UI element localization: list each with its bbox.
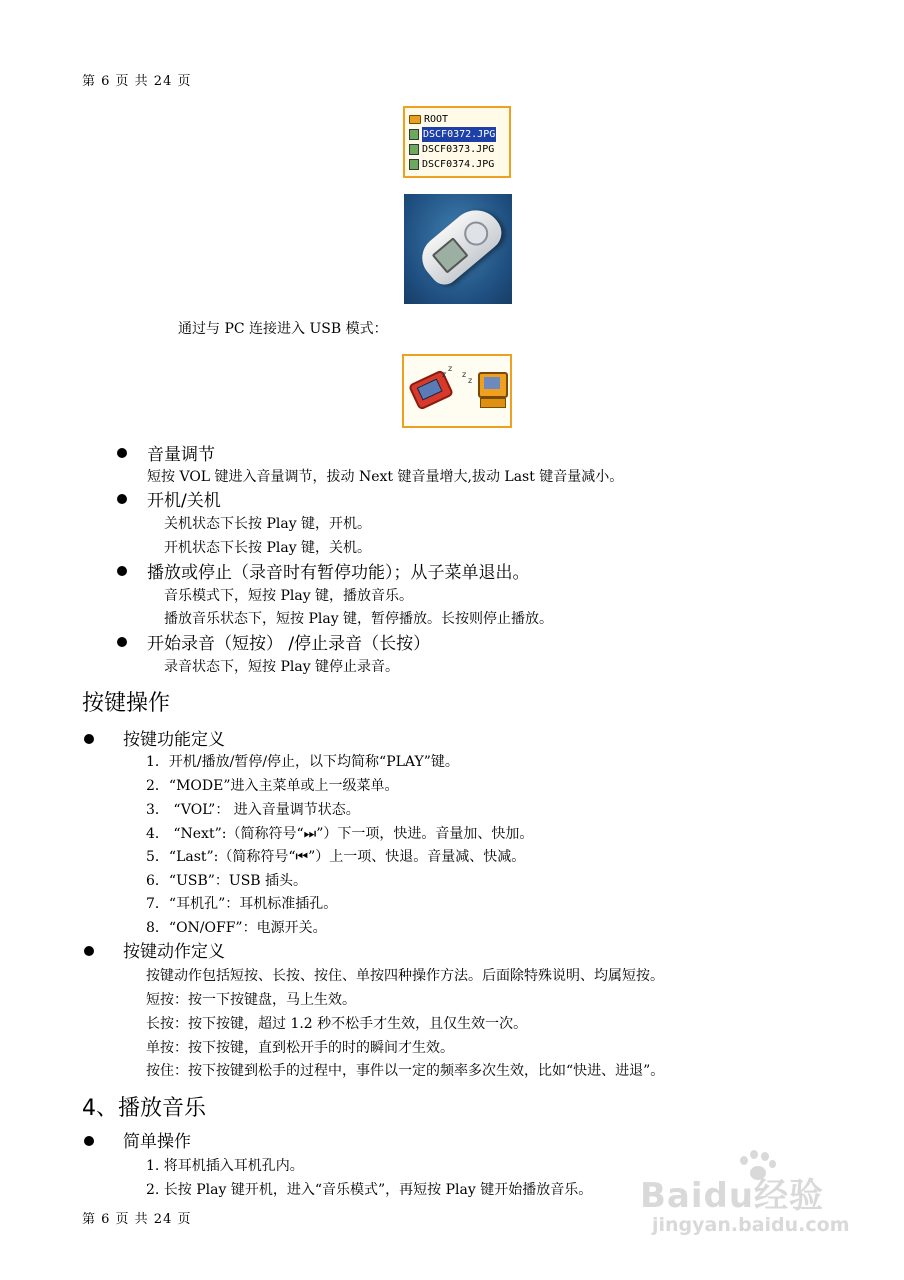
action-definition: 长按：按下按键，超过 1.2 秒不松手才生效，且仅生效一次。 bbox=[146, 1016, 528, 1032]
sleep-z-icon: z bbox=[442, 370, 447, 379]
file-row bbox=[409, 142, 505, 157]
image-file-icon bbox=[409, 129, 419, 140]
device-screen bbox=[432, 237, 469, 273]
key-definition: 7．“耳机孔”：耳机标准插孔。 bbox=[146, 896, 338, 912]
key-definition: 8．“ON/OFF”：电源开关。 bbox=[146, 920, 327, 936]
bullet-dot bbox=[117, 448, 127, 458]
action-definition: 按住：按下按键到松手的过程中，事件以一定的频率多次生效，比如“快进、进退”。 bbox=[146, 1063, 665, 1079]
item-line: 关机状态下长按 Play 键，开机。 bbox=[164, 516, 372, 532]
item-title: 开机/关机 bbox=[147, 491, 221, 511]
player-icon bbox=[408, 369, 454, 410]
folder-icon bbox=[409, 115, 421, 124]
item-line: 播放音乐状态下，短按 Play 键，暂停播放。长按则停止播放。 bbox=[164, 611, 554, 627]
subsection-title: 简单操作 bbox=[123, 1132, 191, 1152]
section-heading: 按键操作 bbox=[82, 691, 171, 716]
watermark-brand: Baidu经验 bbox=[640, 1176, 825, 1216]
file-name: DSCF0372.JPG bbox=[423, 129, 496, 140]
file-row bbox=[409, 127, 505, 142]
item-title: 播放或停止（录音时有暂停功能）；从子菜单退出。 bbox=[147, 563, 530, 583]
bullet-dot bbox=[117, 637, 127, 647]
key-definition: 3． “VOL”： 进入音量调节状态。 bbox=[146, 802, 360, 818]
item-line: 短按 VOL 键进入音量调节，拔动 Next 键音量增大,拔动 Last 键音量减小。 bbox=[147, 469, 624, 485]
sleep-z-icon: z bbox=[462, 370, 467, 379]
device-wheel bbox=[459, 217, 493, 251]
step-line: 2. 长按 Play 键开机，进入“音乐模式”，再短按 Play 键开始播放音乐。 bbox=[146, 1182, 593, 1198]
computer-icon bbox=[478, 372, 508, 398]
watermark-site: jingyan.baidu.com bbox=[652, 1214, 850, 1236]
file-name: DSCF0373.JPG bbox=[422, 144, 495, 155]
bullet-dot bbox=[84, 1136, 94, 1146]
bullet-dot bbox=[84, 734, 94, 744]
key-definition: 5．“Last”:（简称符号“⏮”）上一项、快退。音量减、快减。 bbox=[146, 849, 526, 865]
bullet-dot bbox=[84, 946, 94, 956]
file-row-root bbox=[409, 112, 505, 127]
action-definition: 单按：按下按键，直到松开手的时的瞬间才生效。 bbox=[146, 1040, 454, 1056]
image-file-icon bbox=[409, 159, 419, 170]
subsection-title: 按键动作定义 bbox=[123, 942, 225, 962]
mp3-player-illustration bbox=[413, 200, 508, 291]
bullet-dot bbox=[117, 494, 127, 504]
subsection-title: 按键功能定义 bbox=[123, 730, 225, 750]
item-line: 录音状态下，短按 Play 键停止录音。 bbox=[164, 659, 400, 675]
item-line: 开机状态下长按 Play 键，关机。 bbox=[164, 540, 372, 556]
device-photo bbox=[404, 194, 512, 304]
file-name: ROOT bbox=[424, 114, 449, 125]
item-line: 音乐模式下，短按 Play 键，播放音乐。 bbox=[164, 588, 414, 604]
key-definition: 2．“MODE”进入主菜单或上一级菜单。 bbox=[146, 778, 399, 794]
key-definition: 1．开机/播放/暂停/停止，以下均简称“PLAY”键。 bbox=[146, 754, 459, 770]
page-footer: 第 6 页 共 24 页 bbox=[82, 1212, 192, 1227]
key-definition: 4． “Next”:（简称符号“⏭”）下一项，快进。音量加、快加。 bbox=[146, 826, 534, 842]
usb-connection-icon bbox=[402, 354, 512, 428]
action-definition: 短按：按一下按键盘，马上生效。 bbox=[146, 992, 356, 1008]
sleep-z-icon: z bbox=[448, 364, 453, 373]
baidu-jingyan-watermark bbox=[640, 1148, 860, 1248]
file-row bbox=[409, 157, 505, 172]
action-definition: 按键动作包括短按、长按、按住、单按四种操作方法。后面除特殊说明、均属短按。 bbox=[146, 968, 664, 984]
image-file-icon bbox=[409, 144, 419, 155]
page-header: 第 6 页 共 24 页 bbox=[82, 74, 192, 89]
usb-mode-line: 通过与 PC 连接进入 USB 模式： bbox=[178, 321, 388, 337]
item-title: 开始录音（短按） /停止录音（长按） bbox=[147, 634, 431, 654]
file-browser-screenshot bbox=[403, 106, 511, 178]
step-line: 1. 将耳机插入耳机孔内。 bbox=[146, 1158, 304, 1174]
item-title: 音量调节 bbox=[147, 445, 215, 465]
bullet-dot bbox=[117, 566, 127, 576]
section-heading: 4、播放音乐 bbox=[82, 1096, 206, 1121]
sleep-z-icon: z bbox=[468, 376, 473, 385]
file-name: DSCF0374.JPG bbox=[422, 159, 495, 170]
computer-base bbox=[480, 398, 506, 408]
key-definition: 6．“USB”：USB 插头。 bbox=[146, 873, 308, 889]
